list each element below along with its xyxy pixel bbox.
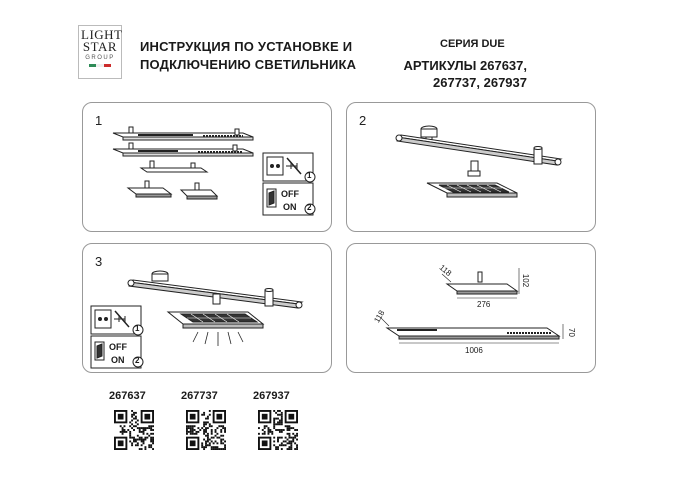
- series-label: СЕРИЯ DUE: [440, 38, 505, 50]
- qr-label-1: 267637: [109, 390, 146, 402]
- logo-line-2: STAR: [82, 39, 118, 54]
- qr-label-3: 267937: [253, 390, 290, 402]
- step-1-on-label: ON: [283, 202, 297, 212]
- small-length-label: 276: [477, 300, 491, 309]
- qr-code-icon: [114, 410, 154, 450]
- qr-label-2: 267737: [181, 390, 218, 402]
- large-height-label: 70: [566, 328, 576, 337]
- step-3-illustration: [83, 244, 332, 373]
- qr-code-icon: [186, 410, 226, 450]
- step-2-number: 2: [359, 113, 367, 128]
- dimensions-panel: [346, 243, 596, 373]
- brand-logo: [78, 25, 122, 79]
- logo-line-1: LIGHT: [81, 27, 123, 42]
- step-1-off-label: OFF: [281, 189, 299, 199]
- small-width-label: 118: [437, 262, 454, 279]
- step-3-switch-badge: 2: [135, 356, 140, 365]
- step-1-number: 1: [95, 113, 103, 128]
- logo-line-3: GROUP: [85, 55, 115, 61]
- title-line-1: ИНСТРУКЦИЯ ПО УСТАНОВКЕ И: [140, 39, 353, 54]
- large-length-label: 1006: [465, 346, 483, 355]
- small-height-label: 102: [521, 273, 531, 288]
- step-2-panel: [346, 102, 596, 232]
- qr-code-icon: [258, 410, 298, 450]
- articles-line-2: 267737, 267937: [433, 75, 527, 90]
- page-title: [140, 38, 356, 74]
- large-width-label: 118: [372, 308, 387, 325]
- step-1-switch-badge: 2: [307, 203, 312, 212]
- step-2-illustration: [347, 103, 596, 232]
- step-3-number: 3: [95, 254, 103, 269]
- step-3-on-label: ON: [111, 355, 125, 365]
- step-1-illustration: [83, 103, 332, 232]
- step-3-panel: [82, 243, 332, 373]
- articles-line-1: АРТИКУЛЫ 267637,: [403, 58, 527, 73]
- step-3-power-badge: 1: [135, 324, 140, 333]
- step-3-off-label: OFF: [109, 342, 127, 352]
- title-line-2: ПОДКЛЮЧЕНИЮ СВЕТИЛЬНИКА: [140, 57, 357, 72]
- italian-flag-icon: [89, 64, 111, 67]
- articles-label: [404, 57, 527, 91]
- step-1-panel: [82, 102, 332, 232]
- step-1-power-badge: 1: [307, 171, 312, 180]
